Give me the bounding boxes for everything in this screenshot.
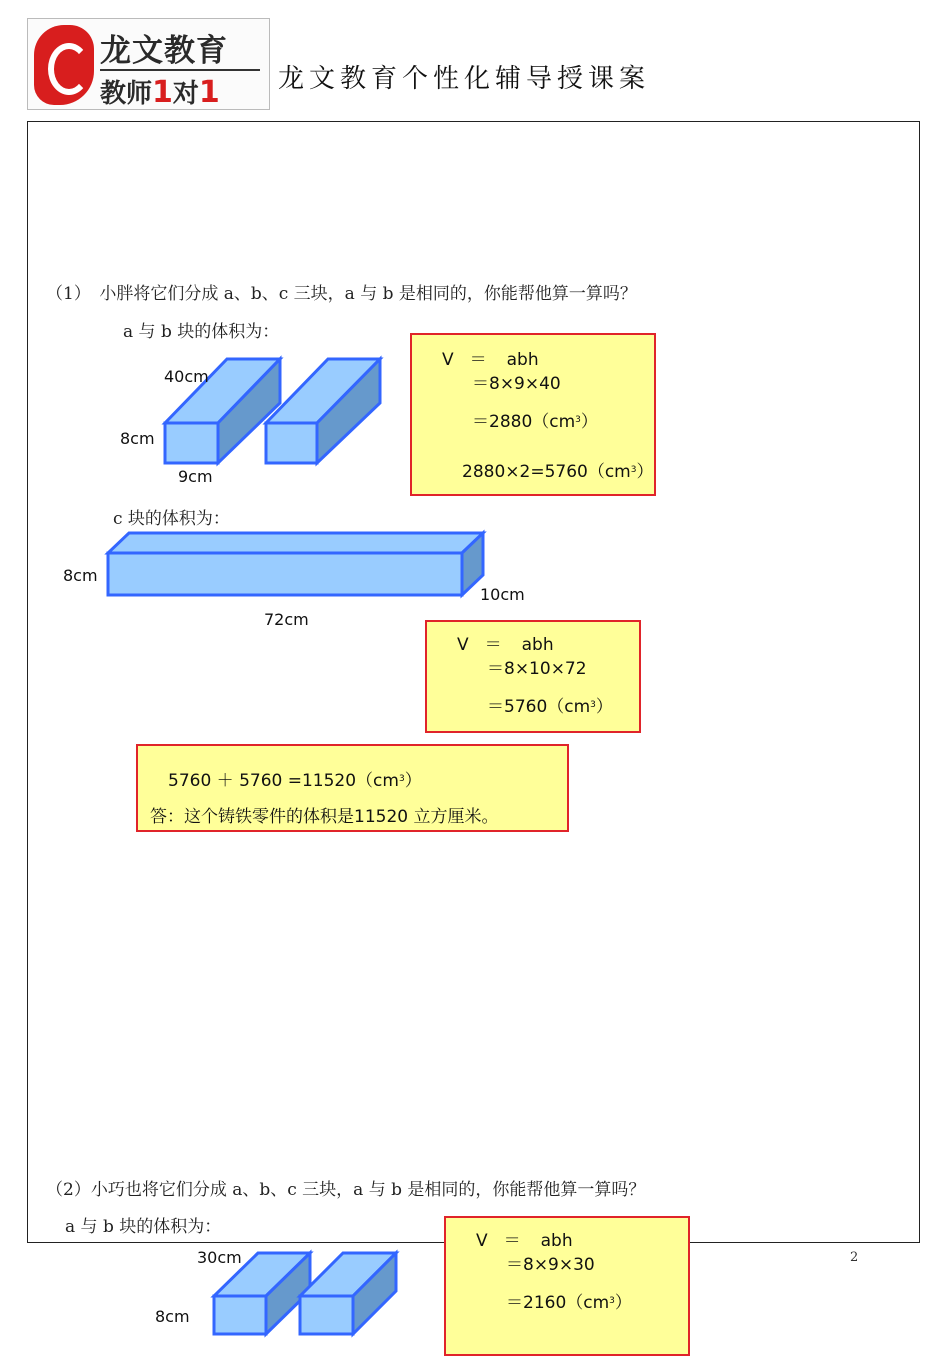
q1-ab-step-1: ＝8×9×40 [472, 374, 561, 394]
q1-c-step-2: $=5760(cm^3)$ [487, 697, 613, 717]
q1-answer: 答：这个铸铁零件的体积是11520 立方厘米。 [150, 807, 499, 827]
q1-total-box [136, 744, 569, 832]
block-b [266, 359, 380, 463]
q1-ab-calculation-box [410, 333, 656, 496]
block-c-figure [105, 530, 490, 602]
q1-total-sum: $5760 + 5760 =11520(cm^3)$ [168, 771, 422, 791]
company-logo [27, 18, 270, 110]
q1-c-formula: V ＝ abh [457, 635, 554, 655]
q1-c-width-label: 10cm [480, 585, 525, 604]
q2-ab-height-label: 8cm [155, 1307, 190, 1326]
logo-emblem-icon [34, 25, 94, 105]
q2-ab-calculation-box [444, 1216, 690, 1356]
q1-ab-formula: V ＝ abh [442, 350, 539, 370]
q1-ab-step-2: $=2880(cm^3)$ [472, 412, 598, 432]
logo-subtitle: 教师1对1 [100, 75, 220, 110]
q2-ab-step-2: $=2160(cm^3)$ [506, 1293, 632, 1313]
logo-divider [100, 69, 260, 71]
q2-ab-length-label: 30cm [197, 1248, 242, 1267]
q1-c-label: c 块的体积为： [113, 509, 230, 529]
question-1-text: （1） 小胖将它们分成 a、b、c 三块，a 与 b 是相同的，你能帮他算一算吗？ [46, 284, 637, 304]
q2-ab-label: a 与 b 块的体积为： [65, 1217, 222, 1237]
q1-ab-height-label: 8cm [120, 429, 155, 448]
q1-c-step-1: ＝8×10×72 [487, 659, 587, 679]
document-title: 龙文教育个性化辅导授课案 [278, 64, 651, 94]
question-2-text: （2）小巧也将它们分成 a、b、c 三块，a 与 b 是相同的，你能帮他算一算吗？ [46, 1180, 646, 1200]
q1-ab-width-label: 9cm [178, 467, 213, 486]
q1-ab-label: a 与 b 块的体积为： [123, 322, 280, 342]
q2-block-b [300, 1253, 396, 1334]
q1-ab-length-label: 40cm [164, 367, 209, 386]
q1-ab-step-3: $2880\times 2=5760(cm^3)$ [462, 462, 654, 482]
page-number: 2 [850, 1250, 859, 1265]
q1-c-length-label: 72cm [264, 610, 309, 629]
logo-name: 龙文教育 [100, 33, 228, 69]
q2-ab-formula: V ＝ abh [476, 1231, 573, 1251]
q1-c-calculation-box [425, 620, 641, 733]
q1-c-height-label: 8cm [63, 566, 98, 585]
q2-ab-step-1: ＝8×9×30 [506, 1255, 595, 1275]
